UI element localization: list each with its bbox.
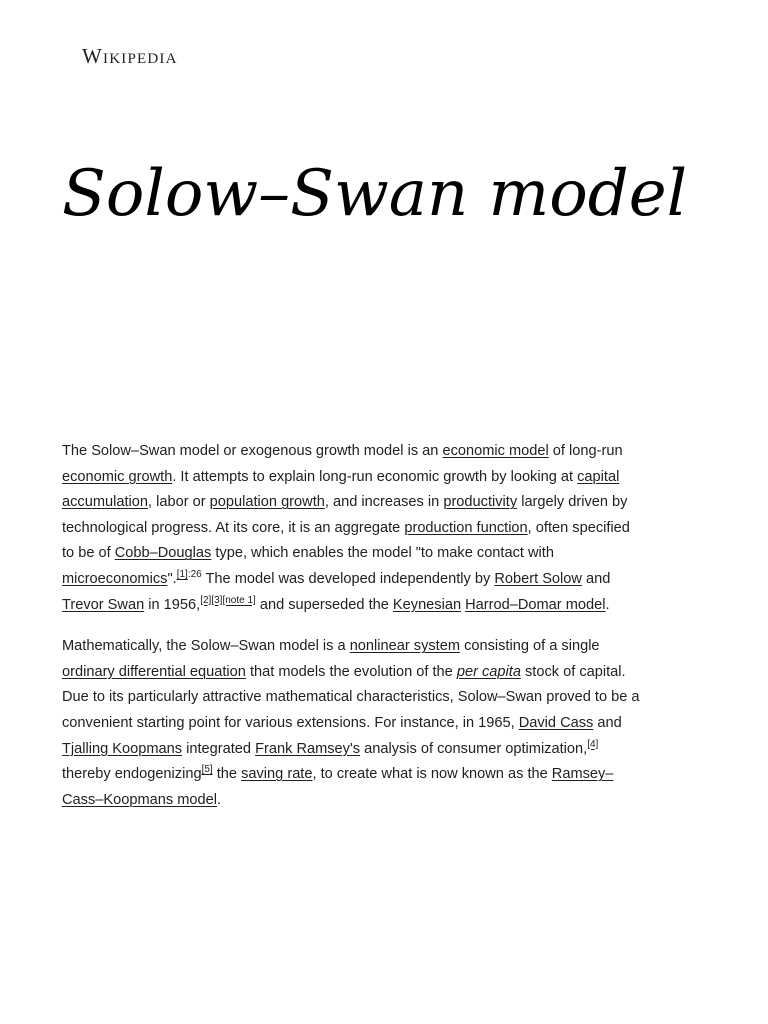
link-robert-solow[interactable]: Robert Solow: [494, 570, 582, 587]
text: . It attempts to explain long-run economic growth by looking at: [172, 468, 578, 485]
reference-link[interactable]: [4]: [587, 738, 599, 750]
text: and superseded the: [255, 596, 393, 613]
text: largely driven by technological progress. At its core, it is an aggregate: [62, 494, 628, 536]
link-tjalling-koopmans[interactable]: Tjalling Koopmans: [62, 740, 183, 757]
text: .: [605, 596, 610, 613]
note-1: [222, 595, 255, 606]
text: thereby endogenizing: [62, 766, 202, 783]
text: consisting of a single: [460, 638, 600, 655]
citation-3: [211, 595, 222, 606]
text: the: [212, 766, 242, 783]
link-per-capita[interactable]: per capita: [456, 663, 521, 680]
link-keynesian[interactable]: Keynesian: [392, 596, 462, 613]
text: , labor or: [148, 494, 210, 511]
citation-5: [202, 764, 213, 775]
text: Mathematically, the Solow–Swan model is a: [62, 638, 350, 655]
text: analysis of consumer optimization,: [360, 740, 588, 757]
paragraph-intro: [62, 439, 642, 618]
text: in 1956,: [144, 596, 201, 613]
wikipedia-wordmark[interactable]: Wikipedia: [82, 44, 178, 68]
text: , to create what is now known as the: [312, 766, 552, 783]
link-microeconomics[interactable]: microeconomics: [62, 570, 168, 587]
text: .: [216, 791, 221, 808]
text: The Solow–Swan model or exogenous growth model is an: [62, 443, 443, 459]
paragraph-mathematics: [62, 634, 642, 813]
page-number: :26: [187, 569, 202, 581]
link-production-function[interactable]: production function: [404, 519, 528, 536]
text: ".: [167, 570, 177, 587]
link-david-cass[interactable]: David Cass: [518, 714, 594, 731]
note-link[interactable]: [note 1]: [222, 594, 256, 606]
text: and: [593, 714, 622, 731]
text: integrated: [182, 740, 256, 757]
link-nonlinear-system[interactable]: nonlinear system: [349, 638, 461, 655]
link-population-growth[interactable]: population growth: [209, 494, 325, 511]
text: , and increases in: [324, 494, 444, 511]
text: stock of capital. Due to its particularly attractive mathematical characteristics, Solow–Swan proved to be a convenient starting point for various extensions. For instance, in 1965,: [62, 663, 640, 731]
link-frank-ramsey[interactable]: Frank Ramsey's: [255, 740, 361, 757]
text: type, which enables the model "to make contact with: [211, 545, 554, 562]
link-ramsey-cass-koopmans-model[interactable]: Ramsey–Cass–Koopmans model: [62, 766, 614, 808]
article-body: [62, 439, 642, 829]
text: , often specified to be of: [62, 519, 630, 562]
reference-link[interactable]: [2]: [200, 594, 212, 606]
text: and: [581, 570, 611, 587]
reference-link[interactable]: [1]: [176, 569, 188, 581]
link-capital-accumulation[interactable]: capital accumulation: [62, 468, 620, 511]
citation-4: [587, 739, 598, 750]
link-economic-growth[interactable]: economic growth: [62, 468, 173, 485]
link-productivity[interactable]: productivity: [443, 494, 518, 511]
link-economic-model[interactable]: economic model: [442, 443, 549, 459]
link-trevor-swan[interactable]: Trevor Swan: [62, 596, 145, 613]
text: The model was developed independently by: [201, 570, 495, 587]
citation-2: [200, 595, 211, 606]
citation-1: [177, 569, 202, 580]
link-saving-rate[interactable]: saving rate: [241, 766, 313, 783]
link-cobb-douglas[interactable]: Cobb–Douglas: [114, 545, 212, 562]
reference-link[interactable]: [5]: [201, 764, 213, 776]
page-title: Solow–Swan model: [62, 157, 688, 231]
text: that models the evolution of the: [245, 663, 457, 680]
reference-link[interactable]: [3]: [211, 594, 223, 606]
link-ordinary-differential-equation[interactable]: ordinary differential equation: [62, 663, 246, 680]
text: of long-run: [548, 443, 623, 459]
link-harrod-domar-model[interactable]: Harrod–Domar model: [465, 596, 606, 613]
